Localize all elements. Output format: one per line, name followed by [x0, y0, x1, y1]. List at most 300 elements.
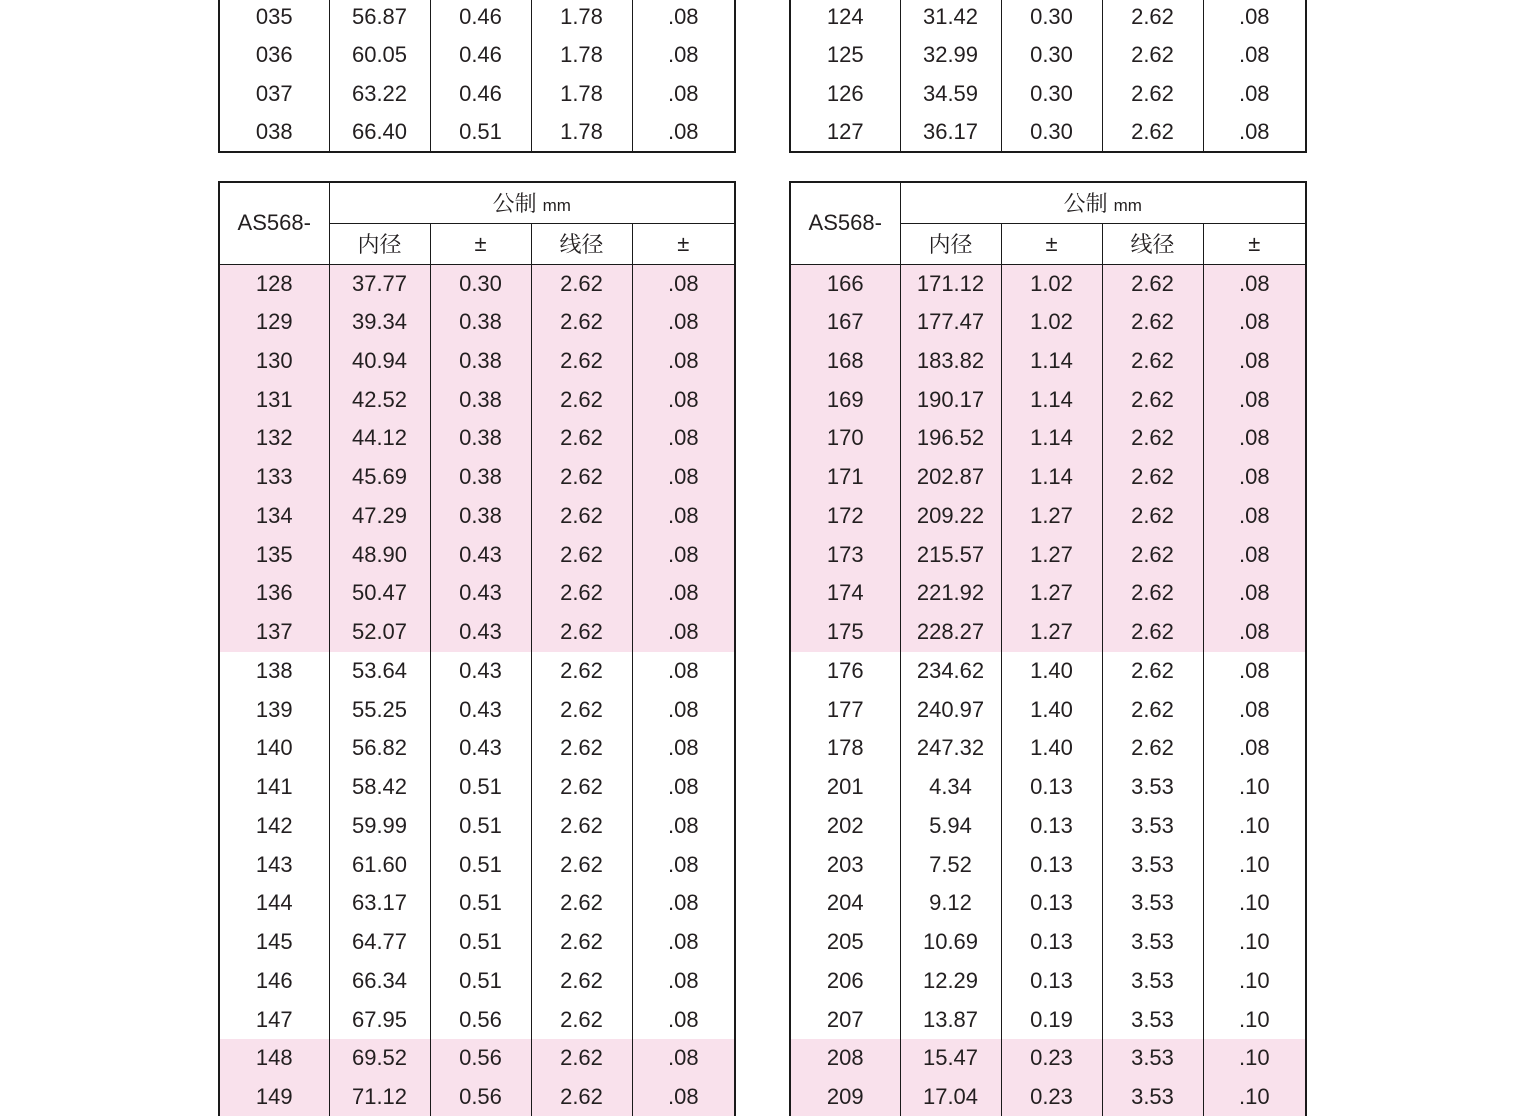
size-cell: 201: [790, 768, 900, 807]
size-cell: 171: [790, 458, 900, 497]
size-cell: 172: [790, 497, 900, 536]
oring-size-table-bottom-right: [789, 181, 1307, 1116]
size-cell: 203: [790, 845, 900, 884]
cs-tolerance-cell: .08: [1203, 0, 1306, 36]
size-cell: 133: [219, 458, 329, 497]
cross-section-cell: 3.53: [1102, 962, 1203, 1001]
id-tolerance-cell: 0.43: [430, 535, 531, 574]
inner-diameter-cell: 15.47: [900, 1039, 1001, 1078]
table-row: [790, 613, 1306, 652]
table-header: [219, 182, 735, 264]
id-tolerance-cell: 0.30: [1001, 0, 1102, 36]
table-row: [219, 768, 735, 807]
table-body: [790, 264, 1306, 1116]
table-row: [790, 113, 1306, 152]
inner-diameter-cell: 56.82: [329, 729, 430, 768]
table-row: [790, 690, 1306, 729]
id-tolerance-cell: 0.51: [430, 923, 531, 962]
cs-tolerance-cell: .08: [632, 807, 735, 846]
cross-section-cell: 2.62: [1102, 458, 1203, 497]
cross-section-cell: 2.62: [1102, 0, 1203, 36]
inner-diameter-cell: 209.22: [900, 497, 1001, 536]
inner-diameter-cell: 240.97: [900, 690, 1001, 729]
table-row: [219, 342, 735, 381]
table-row: [219, 36, 735, 75]
table-body: [790, 0, 1306, 152]
cs-tolerance-cell: .08: [1203, 342, 1306, 381]
cs-tolerance-cell: .08: [632, 535, 735, 574]
size-cell: 131: [219, 380, 329, 419]
cross-section-cell: 2.62: [1102, 613, 1203, 652]
id-tolerance-cell: 0.13: [1001, 807, 1102, 846]
cs-tolerance-cell: .10: [1203, 884, 1306, 923]
table-row: [790, 0, 1306, 36]
table-row: [790, 845, 1306, 884]
cross-section-cell: 3.53: [1102, 768, 1203, 807]
size-cell: 038: [219, 113, 329, 152]
cross-section-cell: 2.62: [1102, 535, 1203, 574]
cs-tolerance-cell: .08: [632, 380, 735, 419]
id-tolerance-cell: 1.14: [1001, 419, 1102, 458]
table-row: [790, 652, 1306, 691]
cs-tolerance-cell: .08: [1203, 690, 1306, 729]
size-cell: 170: [790, 419, 900, 458]
id-tolerance-cell: 0.46: [430, 36, 531, 75]
inner-diameter-cell: 48.90: [329, 535, 430, 574]
inner-diameter-cell: 183.82: [900, 342, 1001, 381]
size-cell: 126: [790, 75, 900, 114]
size-cell: 202: [790, 807, 900, 846]
table-body: [219, 264, 735, 1116]
table-row: [219, 613, 735, 652]
inner-diameter-cell: 17.04: [900, 1078, 1001, 1116]
inner-diameter-cell: 190.17: [900, 380, 1001, 419]
table-row: [219, 497, 735, 536]
inner-diameter-cell: 58.42: [329, 768, 430, 807]
size-cell: 167: [790, 303, 900, 342]
id-tolerance-cell: 1.40: [1001, 729, 1102, 768]
size-cell: 136: [219, 574, 329, 613]
cross-section-cell: 1.78: [531, 0, 632, 36]
table-row: [219, 962, 735, 1001]
cross-section-cell: 2.62: [531, 419, 632, 458]
id-tolerance-cell: 0.38: [430, 380, 531, 419]
table-row: [219, 535, 735, 574]
cross-section-cell: 2.62: [1102, 729, 1203, 768]
inner-diameter-cell: 53.64: [329, 652, 430, 691]
inner-diameter-cell: 44.12: [329, 419, 430, 458]
size-cell: 124: [790, 0, 900, 36]
cross-section-cell: 2.62: [531, 729, 632, 768]
cs-tolerance-cell: .08: [632, 690, 735, 729]
id-tolerance-cell: 0.56: [430, 1039, 531, 1078]
inner-diameter-cell: 171.12: [900, 264, 1001, 303]
inner-diameter-cell: 37.77: [329, 264, 430, 303]
cs-tolerance-cell: .10: [1203, 923, 1306, 962]
id-tolerance-cell: 0.51: [430, 113, 531, 152]
size-cell: 129: [219, 303, 329, 342]
table-row: [790, 962, 1306, 1001]
cs-tolerance-cell: .08: [632, 1078, 735, 1116]
table-row: [790, 535, 1306, 574]
cross-section-cell: 2.62: [531, 342, 632, 381]
cross-section-cell: 3.53: [1102, 923, 1203, 962]
size-cell: 175: [790, 613, 900, 652]
inner-diameter-cell: 63.17: [329, 884, 430, 923]
inner-diameter-cell: 177.47: [900, 303, 1001, 342]
inner-diameter-cell: 202.87: [900, 458, 1001, 497]
id-tolerance-cell: 1.40: [1001, 690, 1102, 729]
id-tolerance-cell: 0.38: [430, 458, 531, 497]
table-row: [219, 113, 735, 152]
table-row: [219, 690, 735, 729]
cs-tolerance-cell: .08: [1203, 652, 1306, 691]
id-tolerance-cell: 0.13: [1001, 962, 1102, 1001]
size-cell: 141: [219, 768, 329, 807]
size-cell: 176: [790, 652, 900, 691]
inner-diameter-cell: 196.52: [900, 419, 1001, 458]
inner-diameter-cell: 50.47: [329, 574, 430, 613]
cross-section-cell: 2.62: [1102, 113, 1203, 152]
id-tolerance-cell: 1.40: [1001, 652, 1102, 691]
id-tolerance-cell: 0.51: [430, 807, 531, 846]
table-row: [219, 1078, 735, 1116]
table-row: [219, 807, 735, 846]
cs-tolerance-cell: .08: [1203, 113, 1306, 152]
table-row: [219, 264, 735, 303]
inner-diameter-cell: 42.52: [329, 380, 430, 419]
inner-diameter-cell: 40.94: [329, 342, 430, 381]
table-row: [219, 0, 735, 36]
cs-tolerance-cell: .08: [632, 652, 735, 691]
size-cell: 149: [219, 1078, 329, 1116]
table-row: [790, 1000, 1306, 1039]
cs-tolerance-cell: .08: [632, 303, 735, 342]
id-tolerance-cell: 0.30: [1001, 75, 1102, 114]
cross-section-cell: 1.78: [531, 36, 632, 75]
metric-unit: mm: [1113, 196, 1142, 216]
table-row: [790, 458, 1306, 497]
table-row: [790, 342, 1306, 381]
size-cell: 035: [219, 0, 329, 36]
id-tolerance-cell: 1.27: [1001, 574, 1102, 613]
cs-tolerance-cell: .08: [632, 574, 735, 613]
cs-tolerance-cell: .08: [1203, 380, 1306, 419]
size-cell: 128: [219, 264, 329, 303]
size-cell: 177: [790, 690, 900, 729]
table-row: [219, 1039, 735, 1078]
inner-diameter-cell: 247.32: [900, 729, 1001, 768]
cross-section-cell: 2.62: [531, 1000, 632, 1039]
oring-size-table-top-right: [789, 0, 1307, 153]
inner-diameter-cell: 5.94: [900, 807, 1001, 846]
cross-section-cell: 2.62: [531, 303, 632, 342]
table-row: [790, 303, 1306, 342]
id-tolerance-cell: 0.13: [1001, 923, 1102, 962]
cross-section-cell: 2.62: [531, 458, 632, 497]
id-tolerance-cell: 0.30: [1001, 113, 1102, 152]
id-tolerance-cell: 1.14: [1001, 342, 1102, 381]
table-row: [219, 729, 735, 768]
cross-section-cell: 2.62: [531, 845, 632, 884]
cross-section-cell: 2.62: [531, 264, 632, 303]
id-tolerance-cell: 0.43: [430, 613, 531, 652]
inner-diameter-cell: 39.34: [329, 303, 430, 342]
id-tolerance-cell: 1.02: [1001, 303, 1102, 342]
size-cell: 173: [790, 535, 900, 574]
table-body: [219, 0, 735, 152]
table-row: [219, 75, 735, 114]
inner-diameter-cell: 13.87: [900, 1000, 1001, 1039]
cross-section-header: 线径: [531, 223, 632, 264]
id-tolerance-cell: 0.38: [430, 342, 531, 381]
id-tolerance-cell: 0.38: [430, 419, 531, 458]
id-tolerance-header: ±: [1001, 223, 1102, 264]
inner-diameter-cell: 52.07: [329, 613, 430, 652]
size-cell: 037: [219, 75, 329, 114]
size-cell: 138: [219, 652, 329, 691]
inner-diameter-cell: 66.40: [329, 113, 430, 152]
oring-size-table-bottom-left: [218, 181, 736, 1116]
inner-diameter-header: 内径: [329, 223, 430, 264]
table-row: [790, 884, 1306, 923]
table-row: [219, 652, 735, 691]
id-tolerance-cell: 0.43: [430, 690, 531, 729]
table-row: [219, 884, 735, 923]
metric-label: 公制: [492, 191, 537, 217]
inner-diameter-cell: 36.17: [900, 113, 1001, 152]
cross-section-cell: 2.62: [531, 497, 632, 536]
table-row: [790, 1039, 1306, 1078]
cross-section-cell: 2.62: [531, 613, 632, 652]
cs-tolerance-cell: .10: [1203, 768, 1306, 807]
id-tolerance-cell: 0.30: [430, 264, 531, 303]
cs-tolerance-cell: .10: [1203, 962, 1306, 1001]
cs-tolerance-cell: .08: [632, 458, 735, 497]
table-row: [219, 458, 735, 497]
size-cell: 144: [219, 884, 329, 923]
table-row: [790, 923, 1306, 962]
cross-section-cell: 3.53: [1102, 884, 1203, 923]
size-cell: 206: [790, 962, 900, 1001]
metric-unit: mm: [542, 196, 571, 216]
id-tolerance-cell: 0.23: [1001, 1078, 1102, 1116]
metric-label: 公制: [1063, 191, 1108, 217]
table-row: [790, 75, 1306, 114]
id-tolerance-cell: 0.13: [1001, 768, 1102, 807]
cross-section-cell: 2.62: [531, 962, 632, 1001]
cs-tolerance-cell: .08: [632, 768, 735, 807]
table-row: [790, 807, 1306, 846]
table-row: [790, 1078, 1306, 1116]
cross-section-cell: 2.62: [1102, 303, 1203, 342]
size-cell: 204: [790, 884, 900, 923]
cross-section-cell: 2.62: [1102, 36, 1203, 75]
cs-tolerance-cell: .08: [1203, 497, 1306, 536]
inner-diameter-cell: 55.25: [329, 690, 430, 729]
inner-diameter-cell: 60.05: [329, 36, 430, 75]
size-cell: 208: [790, 1039, 900, 1078]
cs-tolerance-cell: .08: [1203, 303, 1306, 342]
inner-diameter-cell: 63.22: [329, 75, 430, 114]
inner-diameter-cell: 7.52: [900, 845, 1001, 884]
cs-tolerance-cell: .10: [1203, 1039, 1306, 1078]
cs-tolerance-cell: .08: [1203, 264, 1306, 303]
cs-tolerance-header: ±: [1203, 223, 1306, 264]
size-cell: 168: [790, 342, 900, 381]
table-row: [790, 264, 1306, 303]
table-row: [790, 768, 1306, 807]
table-row: [219, 1000, 735, 1039]
cs-tolerance-cell: .10: [1203, 1078, 1306, 1116]
cs-tolerance-cell: .08: [632, 75, 735, 114]
inner-diameter-cell: 61.60: [329, 845, 430, 884]
cs-tolerance-cell: .08: [632, 419, 735, 458]
size-cell: 169: [790, 380, 900, 419]
cross-section-cell: 1.78: [531, 75, 632, 114]
inner-diameter-cell: 32.99: [900, 36, 1001, 75]
table-row: [790, 36, 1306, 75]
cross-section-cell: 2.62: [531, 574, 632, 613]
inner-diameter-cell: 69.52: [329, 1039, 430, 1078]
id-tolerance-cell: 0.43: [430, 729, 531, 768]
inner-diameter-cell: 4.34: [900, 768, 1001, 807]
cs-tolerance-cell: .08: [632, 342, 735, 381]
size-cell: 137: [219, 613, 329, 652]
cs-tolerance-cell: .08: [632, 923, 735, 962]
cs-tolerance-cell: .08: [632, 264, 735, 303]
id-tolerance-cell: 0.51: [430, 845, 531, 884]
id-tolerance-cell: 0.56: [430, 1000, 531, 1039]
cs-tolerance-cell: .08: [632, 613, 735, 652]
table-row: [790, 497, 1306, 536]
cross-section-header: 线径: [1102, 223, 1203, 264]
cross-section-cell: 2.62: [1102, 419, 1203, 458]
table-row: [219, 380, 735, 419]
id-tolerance-cell: 1.02: [1001, 264, 1102, 303]
cs-tolerance-cell: .08: [1203, 729, 1306, 768]
cross-section-cell: 2.62: [531, 1039, 632, 1078]
inner-diameter-cell: 221.92: [900, 574, 1001, 613]
cs-tolerance-header: ±: [632, 223, 735, 264]
cs-tolerance-cell: .08: [632, 845, 735, 884]
size-cell: 148: [219, 1039, 329, 1078]
size-cell: 146: [219, 962, 329, 1001]
metric-group-header: [329, 182, 735, 223]
table-row: [790, 380, 1306, 419]
cross-section-cell: 2.62: [531, 690, 632, 729]
inner-diameter-cell: 67.95: [329, 1000, 430, 1039]
inner-diameter-cell: 64.77: [329, 923, 430, 962]
cs-tolerance-cell: .08: [1203, 36, 1306, 75]
cs-tolerance-cell: .08: [632, 962, 735, 1001]
size-cell: 205: [790, 923, 900, 962]
id-tolerance-cell: 0.38: [430, 303, 531, 342]
table-row: [790, 419, 1306, 458]
size-cell: 135: [219, 535, 329, 574]
id-tolerance-cell: 0.43: [430, 574, 531, 613]
id-tolerance-cell: 1.27: [1001, 497, 1102, 536]
size-cell: 174: [790, 574, 900, 613]
cross-section-cell: 3.53: [1102, 845, 1203, 884]
size-column-header: AS568-: [219, 182, 329, 264]
inner-diameter-cell: 215.57: [900, 535, 1001, 574]
id-tolerance-cell: 0.38: [430, 497, 531, 536]
cross-section-cell: 3.53: [1102, 1078, 1203, 1116]
id-tolerance-cell: 0.51: [430, 884, 531, 923]
cross-section-cell: 2.62: [1102, 264, 1203, 303]
cs-tolerance-cell: .08: [632, 729, 735, 768]
size-cell: 178: [790, 729, 900, 768]
id-tolerance-cell: 0.43: [430, 652, 531, 691]
size-cell: 125: [790, 36, 900, 75]
id-tolerance-cell: 0.13: [1001, 845, 1102, 884]
cross-section-cell: 3.53: [1102, 1000, 1203, 1039]
cs-tolerance-cell: .08: [1203, 75, 1306, 114]
cs-tolerance-cell: .08: [1203, 613, 1306, 652]
cross-section-cell: 2.62: [1102, 497, 1203, 536]
id-tolerance-cell: 1.27: [1001, 613, 1102, 652]
id-tolerance-cell: 0.46: [430, 0, 531, 36]
cross-section-cell: 2.62: [531, 923, 632, 962]
cross-section-cell: 2.62: [531, 380, 632, 419]
size-column-header: AS568-: [790, 182, 900, 264]
cs-tolerance-cell: .08: [1203, 535, 1306, 574]
id-tolerance-cell: 1.14: [1001, 458, 1102, 497]
id-tolerance-cell: 0.13: [1001, 884, 1102, 923]
cs-tolerance-cell: .08: [1203, 419, 1306, 458]
size-cell: 134: [219, 497, 329, 536]
table-row: [219, 419, 735, 458]
cross-section-cell: 2.62: [531, 1078, 632, 1116]
size-cell: 130: [219, 342, 329, 381]
inner-diameter-cell: 71.12: [329, 1078, 430, 1116]
cross-section-cell: 2.62: [1102, 690, 1203, 729]
id-tolerance-cell: 0.46: [430, 75, 531, 114]
size-cell: 132: [219, 419, 329, 458]
inner-diameter-cell: 10.69: [900, 923, 1001, 962]
cross-section-cell: 2.62: [1102, 652, 1203, 691]
size-cell: 140: [219, 729, 329, 768]
size-cell: 207: [790, 1000, 900, 1039]
oring-size-table-top-left: [218, 0, 736, 153]
cross-section-cell: 2.62: [531, 652, 632, 691]
id-tolerance-header: ±: [430, 223, 531, 264]
table-row: [790, 729, 1306, 768]
size-cell: 143: [219, 845, 329, 884]
id-tolerance-cell: 0.19: [1001, 1000, 1102, 1039]
cross-section-cell: 2.62: [531, 884, 632, 923]
table-header: [790, 182, 1306, 264]
cs-tolerance-cell: .08: [1203, 458, 1306, 497]
table-row: [219, 923, 735, 962]
inner-diameter-cell: 234.62: [900, 652, 1001, 691]
id-tolerance-cell: 0.23: [1001, 1039, 1102, 1078]
size-cell: 142: [219, 807, 329, 846]
cross-section-cell: 1.78: [531, 113, 632, 152]
cs-tolerance-cell: .10: [1203, 1000, 1306, 1039]
size-cell: 147: [219, 1000, 329, 1039]
cross-section-cell: 2.62: [531, 807, 632, 846]
size-cell: 139: [219, 690, 329, 729]
inner-diameter-cell: 34.59: [900, 75, 1001, 114]
cs-tolerance-cell: .10: [1203, 845, 1306, 884]
size-cell: 209: [790, 1078, 900, 1116]
table-row: [219, 574, 735, 613]
cross-section-cell: 3.53: [1102, 1039, 1203, 1078]
cs-tolerance-cell: .08: [632, 884, 735, 923]
cs-tolerance-cell: .08: [1203, 574, 1306, 613]
